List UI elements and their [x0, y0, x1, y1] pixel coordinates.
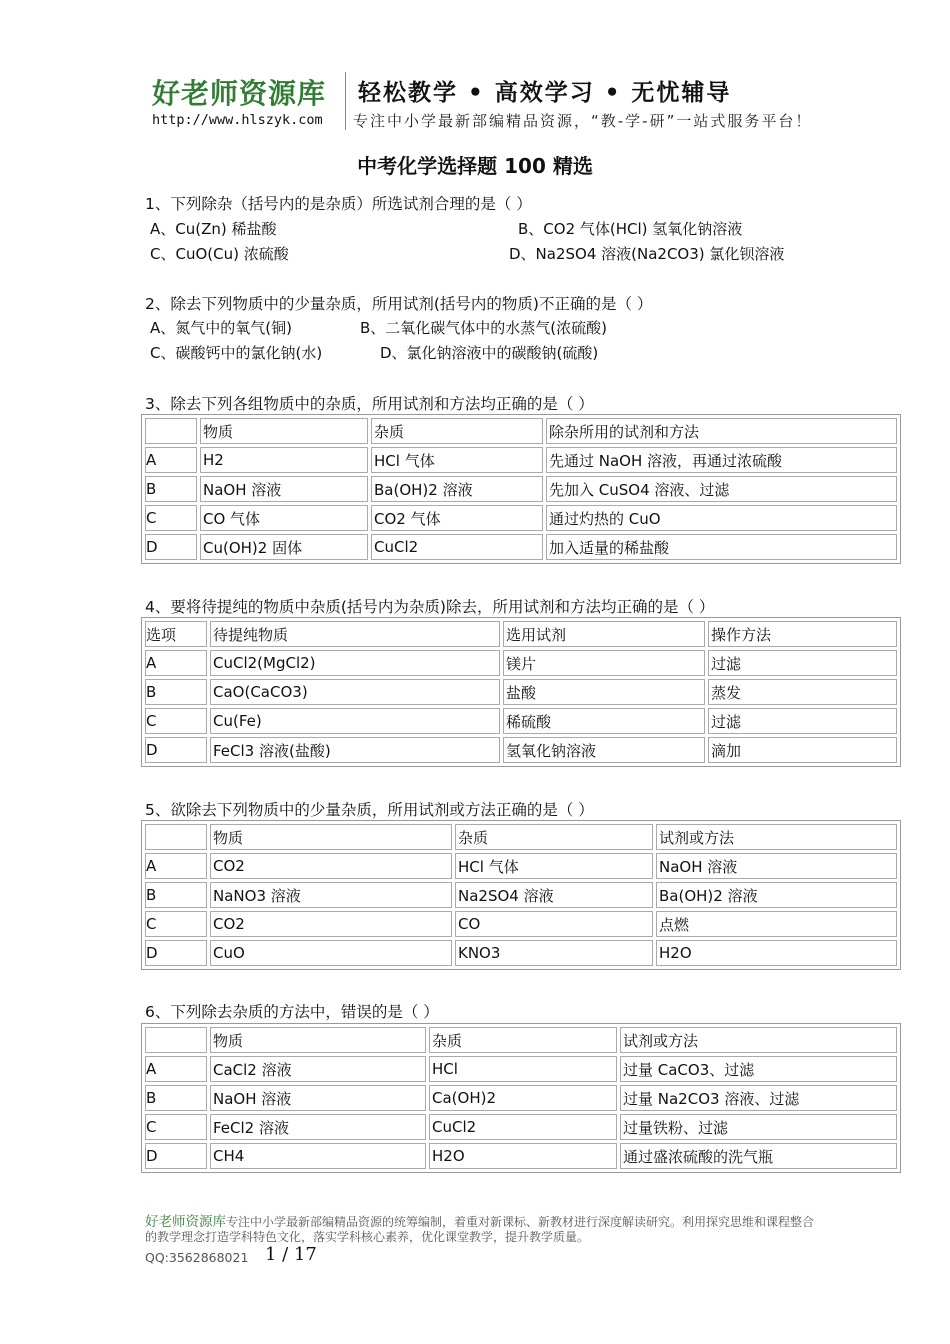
table-cell: H2 — [200, 447, 368, 473]
table-cell: CO — [455, 911, 653, 937]
table-row — [145, 911, 897, 937]
table-row — [145, 1056, 897, 1082]
table-cell: CO2 气体 — [371, 505, 543, 531]
table-cell: CO2 — [210, 853, 452, 879]
table-cell: B — [145, 476, 197, 502]
table-cell: D — [145, 1143, 207, 1169]
table-cell: 加入适量的稀盐酸 — [546, 534, 897, 560]
table-cell: 过滤 — [708, 708, 897, 734]
table-header-cell: 杂质 — [371, 418, 543, 444]
footer-brand: 好老师资源库 — [145, 1214, 226, 1230]
table-header-cell: 物质 — [210, 824, 452, 850]
table-row — [145, 737, 897, 763]
table-cell: C — [145, 708, 207, 734]
table-cell: 过量 CaCO3、过滤 — [620, 1056, 897, 1082]
header-tagline: 专注中小学最新部编精品资源，“教-学-研”一站式服务平台！ — [353, 112, 813, 130]
table-cell: 通过灼热的 CuO — [546, 505, 897, 531]
table-cell: 先通过 NaOH 溶液，再通过浓硫酸 — [546, 447, 897, 473]
question-1-stem: 1、下列除杂（括号内的是杂质）所选试剂合理的是（ ） — [145, 195, 532, 213]
table-header-row — [145, 418, 897, 444]
question-2-option-c: C、碳酸钙中的氯化钠(水) — [150, 344, 323, 362]
table-header-cell: 选用试剂 — [503, 621, 705, 647]
table-row — [145, 534, 897, 560]
table-header-cell: 选项 — [145, 621, 207, 647]
question-4-table — [141, 617, 901, 767]
table-cell: 镁片 — [503, 650, 705, 676]
question-3-stem: 3、除去下列各组物质中的杂质，所用试剂和方法均正确的是（ ） — [145, 395, 594, 413]
footer-description: 专注中小学最新部编精品资源的统筹编制，着重对新课标、新教材进行深度解读研究。利用探究思维和课程整合的教学理念打造学科特色文化，落实学科核心素养，优化课堂教学，提升教学质量。 — [145, 1215, 815, 1244]
table-row — [145, 679, 897, 705]
table-cell: HCl 气体 — [371, 447, 543, 473]
page-header — [148, 62, 908, 132]
table-cell: CuCl2(MgCl2) — [210, 650, 500, 676]
table-row — [145, 476, 897, 502]
table-cell: D — [145, 940, 207, 966]
table-cell: 过量 Na2CO3 溶液、过滤 — [620, 1085, 897, 1111]
header-slogan: 轻松教学 • 高效学习 • 无忧辅导 — [358, 80, 732, 106]
table-row — [145, 940, 897, 966]
question-6-stem: 6、下列除去杂质的方法中，错误的是（ ） — [145, 1003, 439, 1021]
brand-logo-text: 好老师资源库 — [152, 77, 327, 110]
table-cell: 点燃 — [656, 911, 897, 937]
table-cell: Cu(Fe) — [210, 708, 500, 734]
table-cell: 过量铁粉、过滤 — [620, 1114, 897, 1140]
table-header-cell — [145, 1027, 207, 1053]
table-cell: D — [145, 534, 197, 560]
table-cell: NaOH 溶液 — [200, 476, 368, 502]
question-2-option-a: A、氮气中的氧气(铜) — [150, 319, 292, 337]
question-4-stem: 4、要将待提纯的物质中杂质(括号内为杂质)除去，所用试剂和方法均正确的是（ ） — [145, 598, 715, 616]
question-2-option-b: B、二氧化碳气体中的水蒸气(浓硫酸) — [360, 319, 607, 337]
table-row — [145, 447, 897, 473]
page-number: 1 / 17 — [265, 1244, 317, 1265]
question-5-table — [141, 820, 901, 970]
question-1-option-c: C、CuO(Cu) 浓硫酸 — [150, 245, 289, 263]
table-cell: NaOH 溶液 — [656, 853, 897, 879]
table-cell: D — [145, 737, 207, 763]
table-cell: 先加入 CuSO4 溶液、过滤 — [546, 476, 897, 502]
table-cell: NaOH 溶液 — [210, 1085, 426, 1111]
table-cell: C — [145, 911, 207, 937]
table-row — [145, 853, 897, 879]
table-cell: Na2SO4 溶液 — [455, 882, 653, 908]
table-cell: B — [145, 679, 207, 705]
table-row — [145, 882, 897, 908]
table-cell: CO 气体 — [200, 505, 368, 531]
table-cell: HCl 气体 — [455, 853, 653, 879]
table-cell: Ba(OH)2 溶液 — [656, 882, 897, 908]
table-cell: 过滤 — [708, 650, 897, 676]
table-header-cell — [145, 418, 197, 444]
table-cell: C — [145, 505, 197, 531]
table-cell: CaCl2 溶液 — [210, 1056, 426, 1082]
table-header-cell: 试剂或方法 — [620, 1027, 897, 1053]
question-3-table — [141, 414, 901, 564]
header-divider — [345, 72, 346, 130]
table-cell: A — [145, 853, 207, 879]
table-row — [145, 505, 897, 531]
footer-qq: QQ:3562868021 — [145, 1250, 249, 1265]
table-cell: CO2 — [210, 911, 452, 937]
question-2-option-d: D、氯化钠溶液中的碳酸钠(硫酸) — [380, 344, 599, 362]
table-header-cell: 物质 — [210, 1027, 426, 1053]
table-cell: 通过盛浓硫酸的洗气瓶 — [620, 1143, 897, 1169]
page-footer — [145, 1215, 815, 1245]
table-row — [145, 1143, 897, 1169]
table-cell: H2O — [429, 1143, 617, 1169]
table-row — [145, 708, 897, 734]
table-cell: H2O — [656, 940, 897, 966]
question-1-option-b: B、CO2 气体(HCl) 氢氧化钠溶液 — [518, 220, 743, 238]
table-cell: KNO3 — [455, 940, 653, 966]
table-cell: 稀硫酸 — [503, 708, 705, 734]
document-title: 中考化学选择题 100 精选 — [357, 154, 593, 178]
table-cell: FeCl2 溶液 — [210, 1114, 426, 1140]
header-url[interactable]: http://www.hlszyk.com — [152, 112, 323, 128]
table-cell: CH4 — [210, 1143, 426, 1169]
table-header-row — [145, 621, 897, 647]
table-cell: FeCl3 溶液(盐酸) — [210, 737, 500, 763]
table-row — [145, 650, 897, 676]
table-header-cell: 除杂所用的试剂和方法 — [546, 418, 897, 444]
question-1-option-d: D、Na2SO4 溶液(Na2CO3) 氯化钡溶液 — [509, 245, 785, 263]
table-header-cell — [145, 824, 207, 850]
table-cell: 盐酸 — [503, 679, 705, 705]
table-cell: NaNO3 溶液 — [210, 882, 452, 908]
table-header-cell: 杂质 — [429, 1027, 617, 1053]
table-header-cell: 试剂或方法 — [656, 824, 897, 850]
table-row — [145, 1114, 897, 1140]
question-2-stem: 2、除去下列物质中的少量杂质，所用试剂(括号内的物质)不正确的是（ ） — [145, 295, 653, 313]
table-cell: CuO — [210, 940, 452, 966]
table-cell: CuCl2 — [371, 534, 543, 560]
table-cell: Ca(OH)2 — [429, 1085, 617, 1111]
table-cell: A — [145, 1056, 207, 1082]
table-cell: 蒸发 — [708, 679, 897, 705]
question-1-option-a: A、Cu(Zn) 稀盐酸 — [150, 220, 277, 238]
table-header-cell: 待提纯物质 — [210, 621, 500, 647]
table-cell: A — [145, 650, 207, 676]
table-row — [145, 1085, 897, 1111]
table-cell: Ba(OH)2 溶液 — [371, 476, 543, 502]
table-header-cell: 操作方法 — [708, 621, 897, 647]
table-cell: 滴加 — [708, 737, 897, 763]
question-5-stem: 5、欲除去下列物质中的少量杂质，所用试剂或方法正确的是（ ） — [145, 801, 594, 819]
table-cell: C — [145, 1114, 207, 1140]
table-cell: CuCl2 — [429, 1114, 617, 1140]
table-cell: 氢氧化钠溶液 — [503, 737, 705, 763]
table-cell: A — [145, 447, 197, 473]
table-cell: Cu(OH)2 固体 — [200, 534, 368, 560]
table-header-row — [145, 1027, 897, 1053]
table-cell: HCl — [429, 1056, 617, 1082]
table-cell: B — [145, 882, 207, 908]
table-header-cell: 物质 — [200, 418, 368, 444]
table-cell: CaO(CaCO3) — [210, 679, 500, 705]
table-cell: B — [145, 1085, 207, 1111]
table-header-row — [145, 824, 897, 850]
question-6-table — [141, 1023, 901, 1173]
table-header-cell: 杂质 — [455, 824, 653, 850]
